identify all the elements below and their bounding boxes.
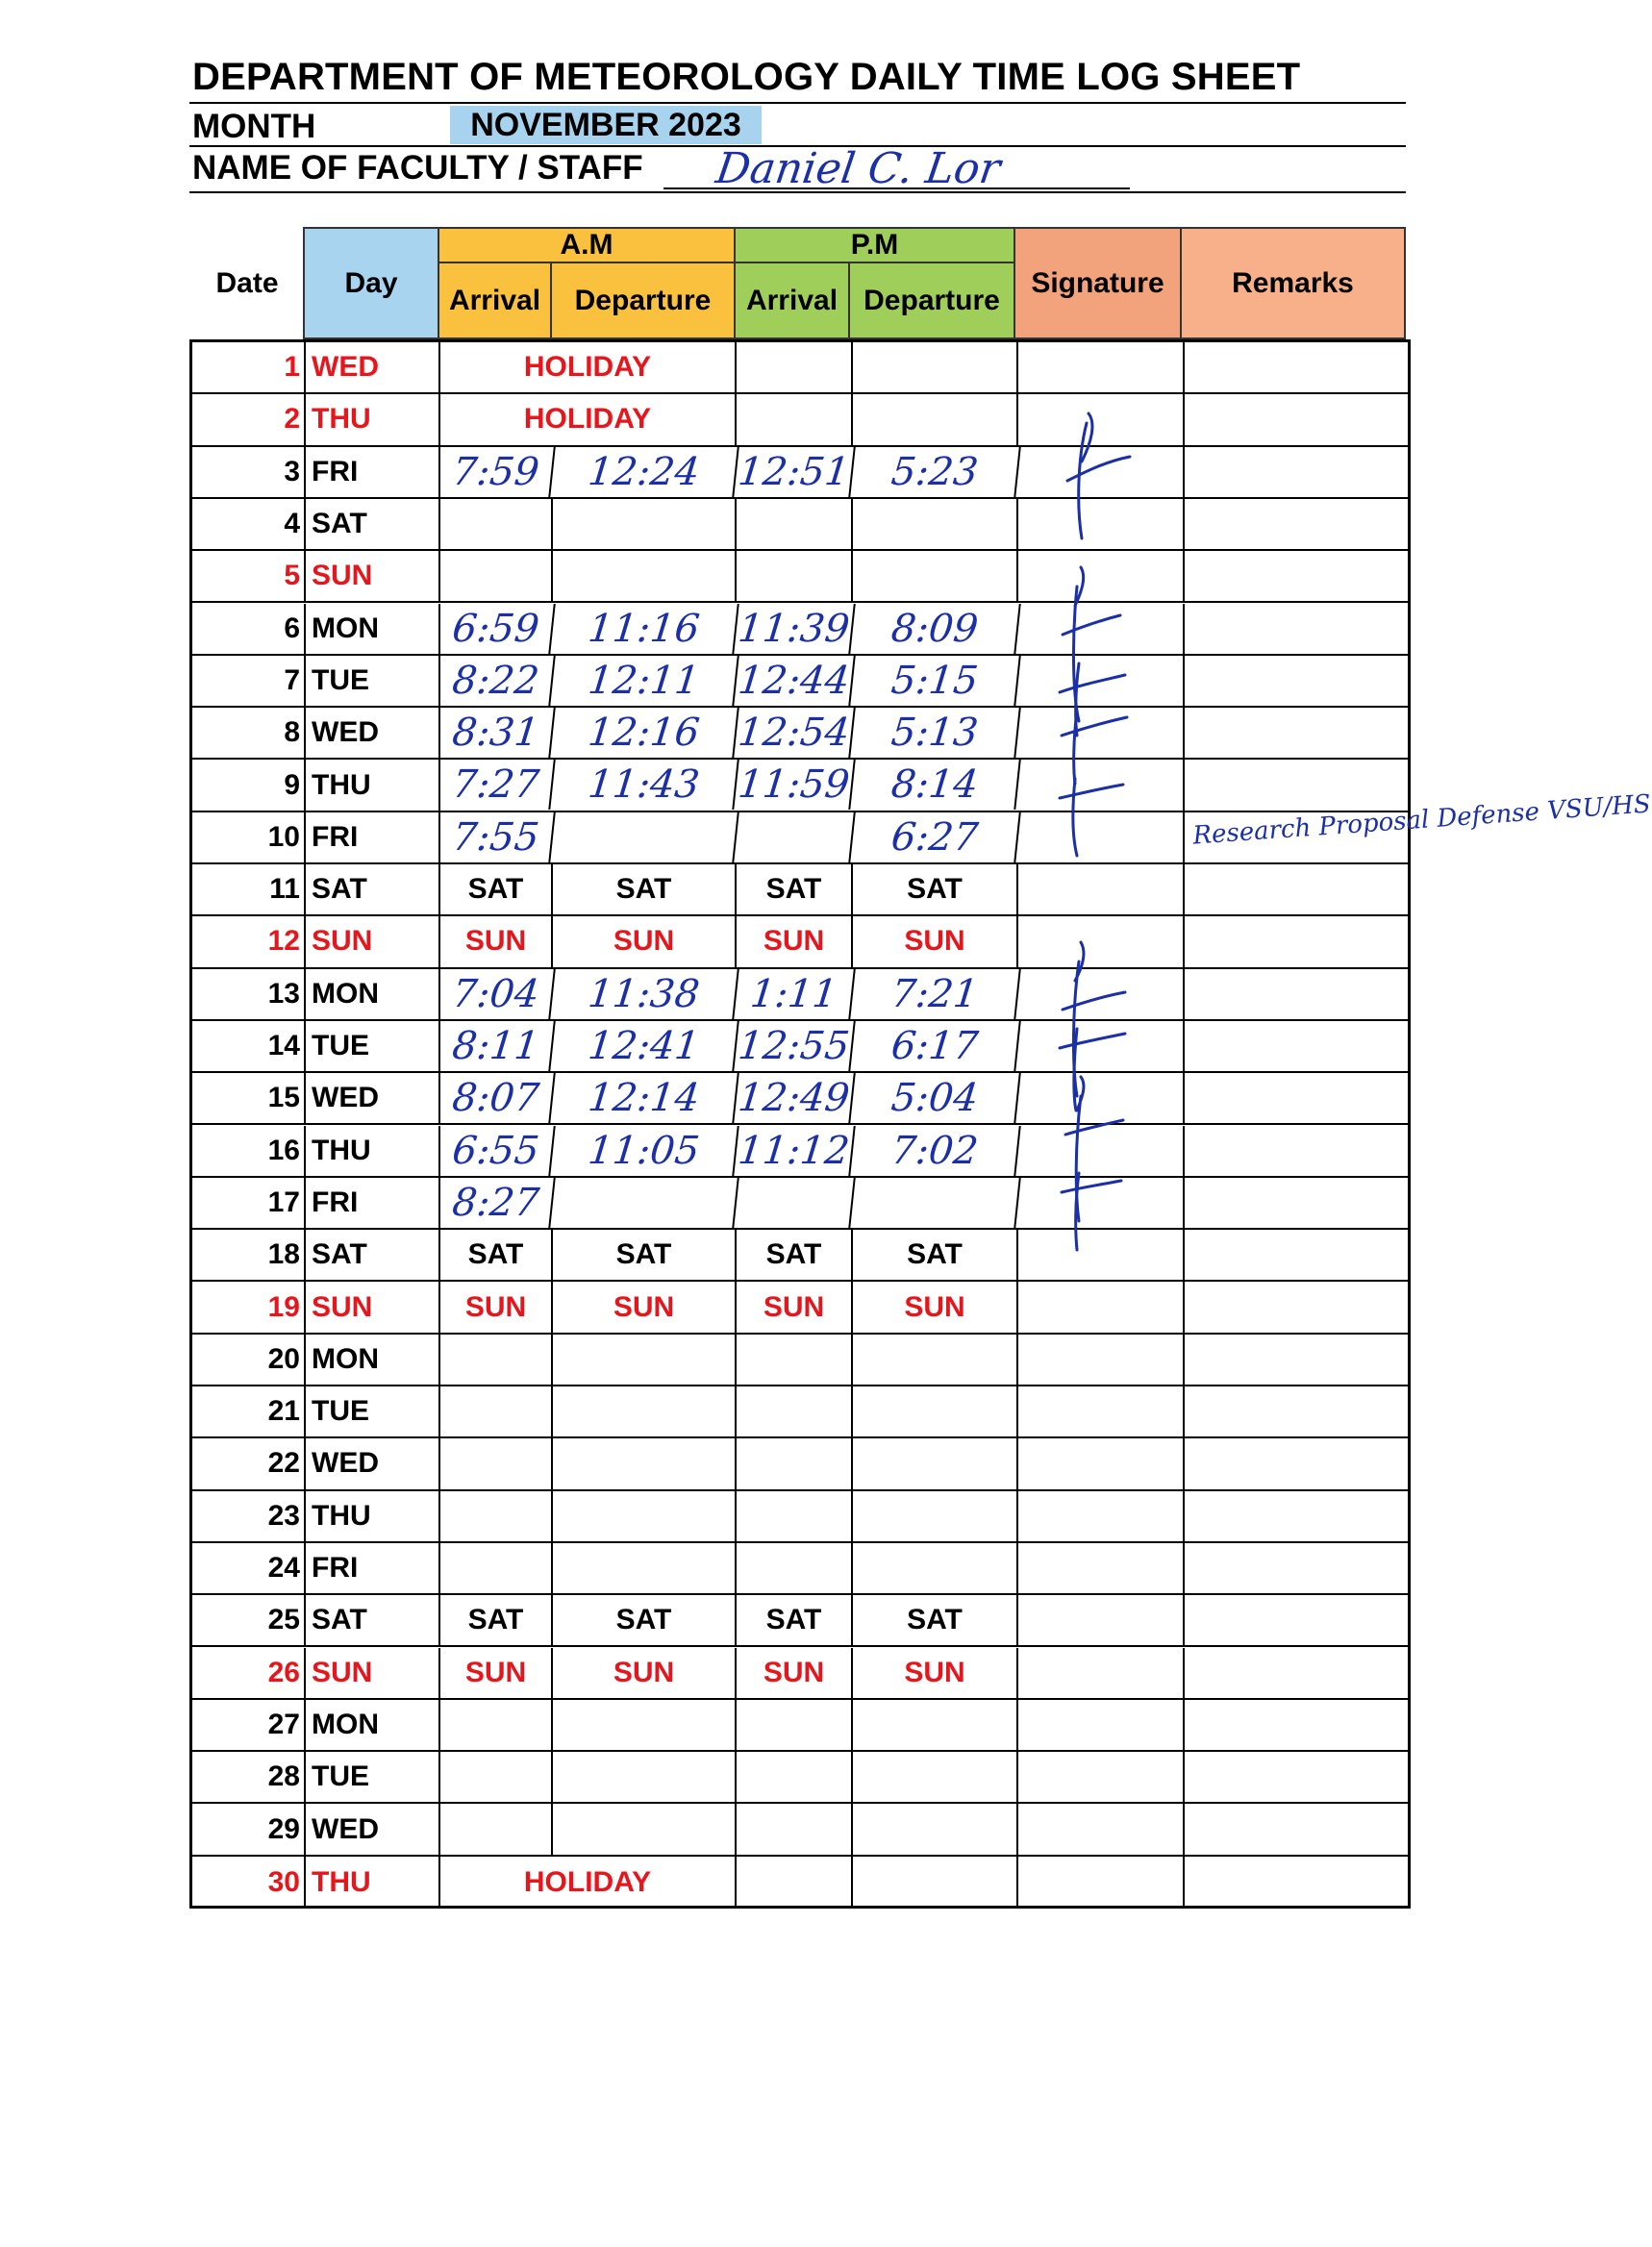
pm-arr-cell xyxy=(737,394,853,444)
day-cell: MON xyxy=(306,1700,440,1750)
table-row xyxy=(192,1021,1408,1073)
table-row xyxy=(192,1595,1408,1647)
holiday-cell: HOLIDAY xyxy=(440,1857,737,1909)
table-row xyxy=(192,1386,1408,1438)
remarks-cell xyxy=(1185,1438,1408,1488)
am-arr-cell xyxy=(440,551,553,601)
col-header-pm-departure: Departure xyxy=(848,262,1015,339)
col-header-pm: P.M xyxy=(734,227,1015,263)
table-row xyxy=(192,708,1408,760)
remarks-cell xyxy=(1185,1178,1408,1228)
pm-dep-cell: SUN xyxy=(853,1648,1018,1698)
pm-dep-cell: SAT xyxy=(853,1595,1018,1645)
date-cell: 19 xyxy=(192,1282,306,1332)
signature-mark xyxy=(1062,712,1127,784)
day-cell: TUE xyxy=(306,1021,440,1071)
pm-dep-cell xyxy=(853,342,1018,392)
day-cell: TUE xyxy=(306,1752,440,1802)
day-cell: SUN xyxy=(306,1648,440,1698)
signature-cell xyxy=(1018,1595,1185,1645)
pm-arr-cell xyxy=(737,1543,853,1593)
remarks-cell xyxy=(1185,1752,1408,1802)
date-cell: 25 xyxy=(192,1595,306,1645)
am-dep-cell: 12:11 xyxy=(550,656,738,706)
am-arr-cell: SAT xyxy=(440,864,553,914)
am-arr-cell xyxy=(440,1700,553,1750)
am-arr-cell xyxy=(440,1386,553,1436)
remarks-cell xyxy=(1185,864,1408,914)
date-cell: 24 xyxy=(192,1543,306,1593)
table-row xyxy=(192,1178,1408,1230)
table-row xyxy=(192,551,1408,603)
am-dep-cell: 11:16 xyxy=(550,604,738,654)
page-title: DEPARTMENT OF METEOROLOGY DAILY TIME LOG SHEET xyxy=(192,56,1301,98)
pm-dep-cell xyxy=(853,394,1018,444)
signature-mark xyxy=(1067,413,1130,538)
pm-arr-cell: SUN xyxy=(737,916,853,966)
table-row xyxy=(192,1073,1408,1125)
holiday-cell: HOLIDAY xyxy=(440,342,737,392)
am-dep-cell: SUN xyxy=(553,1282,737,1332)
date-cell: 2 xyxy=(192,394,306,444)
table-row xyxy=(192,864,1408,916)
pm-dep-cell xyxy=(853,1857,1018,1909)
date-cell: 11 xyxy=(192,864,306,914)
date-cell: 5 xyxy=(192,551,306,601)
pm-arr-cell: SAT xyxy=(737,1595,853,1645)
pm-arr-cell: SAT xyxy=(737,864,853,914)
signature-mark xyxy=(1060,779,1123,856)
day-cell: THU xyxy=(306,1857,440,1909)
remarks-cell xyxy=(1185,1804,1408,1854)
pm-arr-cell xyxy=(734,1178,855,1228)
table-row xyxy=(192,1804,1408,1856)
header-bottom-rule xyxy=(189,191,1406,193)
pm-arr-cell xyxy=(737,1386,853,1436)
pm-dep-cell: 8:09 xyxy=(850,604,1020,654)
am-dep-cell xyxy=(553,1335,737,1385)
remarks-cell xyxy=(1185,656,1408,706)
signature-cell xyxy=(1018,1857,1185,1909)
pm-arr-cell: 12:55 xyxy=(734,1021,855,1071)
am-arr-cell: 8:07 xyxy=(438,1073,555,1123)
remarks-cell xyxy=(1185,1386,1408,1436)
day-cell: MON xyxy=(306,1335,440,1385)
am-dep-cell: SAT xyxy=(553,1595,737,1645)
table-row xyxy=(192,499,1408,551)
remarks-cell xyxy=(1185,1282,1408,1332)
day-cell: FRI xyxy=(306,812,440,862)
day-cell: WED xyxy=(306,708,440,758)
month-label: MONTH xyxy=(192,108,316,145)
name-underline xyxy=(663,187,1130,189)
time-log-table xyxy=(189,339,1411,1909)
am-arr-cell xyxy=(440,499,553,549)
signature-marks xyxy=(1048,404,1164,1269)
date-cell: 9 xyxy=(192,760,306,810)
date-cell: 16 xyxy=(192,1126,306,1176)
remarks-cell xyxy=(1185,1700,1408,1750)
date-cell: 14 xyxy=(192,1021,306,1071)
pm-arr-cell: 12:54 xyxy=(734,708,855,758)
remarks-cell xyxy=(1185,708,1408,758)
day-cell: WED xyxy=(306,342,440,392)
day-cell: THU xyxy=(306,760,440,810)
pm-dep-cell: SAT xyxy=(853,864,1018,914)
pm-dep-cell xyxy=(853,1386,1018,1436)
am-arr-cell: SAT xyxy=(440,1595,553,1645)
title-underline xyxy=(189,102,1406,104)
day-cell: THU xyxy=(306,1126,440,1176)
date-cell: 6 xyxy=(192,604,306,654)
remarks-cell xyxy=(1185,916,1408,966)
day-cell: SAT xyxy=(306,864,440,914)
signature-cell xyxy=(1018,1386,1185,1436)
am-dep-cell: 12:24 xyxy=(550,447,738,497)
am-arr-cell: 7:27 xyxy=(438,760,555,810)
date-cell: 13 xyxy=(192,969,306,1019)
date-cell: 22 xyxy=(192,1438,306,1488)
date-cell: 21 xyxy=(192,1386,306,1436)
remarks-cell xyxy=(1185,1595,1408,1645)
pm-dep-cell: 8:14 xyxy=(850,760,1020,810)
day-cell: WED xyxy=(306,1073,440,1123)
remarks-cell xyxy=(1185,1230,1408,1280)
pm-arr-cell xyxy=(737,1491,853,1541)
col-header-date: Date xyxy=(215,266,279,299)
pm-dep-cell xyxy=(853,1335,1018,1385)
am-arr-cell: SUN xyxy=(440,916,553,966)
am-dep-cell: SAT xyxy=(553,864,737,914)
am-arr-cell: 8:27 xyxy=(438,1178,555,1228)
pm-arr-cell: 12:51 xyxy=(734,447,855,497)
month-value: NOVEMBER 2023 xyxy=(450,106,762,144)
am-dep-cell: 11:38 xyxy=(550,969,738,1019)
am-arr-cell xyxy=(440,1438,553,1488)
signature-cell xyxy=(1018,1752,1185,1802)
remarks-cell xyxy=(1185,1648,1408,1698)
pm-dep-cell xyxy=(853,1804,1018,1854)
day-cell: MON xyxy=(306,969,440,1019)
table-row xyxy=(192,1491,1408,1543)
pm-arr-cell: 11:59 xyxy=(734,760,855,810)
pm-arr-cell xyxy=(737,1335,853,1385)
am-dep-cell: SUN xyxy=(553,1648,737,1698)
pm-arr-cell xyxy=(737,342,853,392)
signature-cell xyxy=(1018,1543,1185,1593)
table-row xyxy=(192,447,1408,499)
am-dep-cell xyxy=(553,1752,737,1802)
date-cell: 3 xyxy=(192,447,306,497)
am-arr-cell xyxy=(440,1543,553,1593)
day-cell: THU xyxy=(306,1491,440,1541)
am-dep-cell: 11:05 xyxy=(550,1126,738,1176)
date-cell: 29 xyxy=(192,1804,306,1854)
date-cell: 20 xyxy=(192,1335,306,1385)
pm-dep-cell xyxy=(853,1438,1018,1488)
signature-mark xyxy=(1060,1029,1125,1111)
am-dep-cell xyxy=(553,1438,737,1488)
am-dep-cell: SAT xyxy=(553,1230,737,1280)
col-header-am-arrival: Arrival xyxy=(438,262,552,339)
pm-arr-cell: SUN xyxy=(737,1282,853,1332)
pm-dep-cell: 6:27 xyxy=(850,812,1020,862)
day-cell: WED xyxy=(306,1438,440,1488)
am-arr-cell: SAT xyxy=(440,1230,553,1280)
day-cell: TUE xyxy=(306,656,440,706)
pm-dep-cell xyxy=(853,1752,1018,1802)
table-row xyxy=(192,1335,1408,1386)
am-arr-cell: 7:55 xyxy=(438,812,555,862)
remarks-cell xyxy=(1185,447,1408,497)
table-row xyxy=(192,1752,1408,1804)
day-cell: SUN xyxy=(306,1282,440,1332)
date-cell: 30 xyxy=(192,1857,306,1909)
date-cell: 4 xyxy=(192,499,306,549)
am-arr-cell: 6:59 xyxy=(438,604,555,654)
col-header-am: A.M xyxy=(438,227,736,263)
pm-dep-cell: 5:13 xyxy=(850,708,1020,758)
remark-handwriting: Research Proposal Defense VSU/HS xyxy=(1191,789,1652,851)
table-row xyxy=(192,1543,1408,1595)
remarks-cell xyxy=(1185,1073,1408,1123)
am-arr-cell: 8:11 xyxy=(438,1021,555,1071)
day-cell: SAT xyxy=(306,1595,440,1645)
date-cell: 12 xyxy=(192,916,306,966)
am-dep-cell xyxy=(550,1178,738,1228)
table-row xyxy=(192,760,1408,811)
am-dep-cell: 12:16 xyxy=(550,708,738,758)
remarks-cell xyxy=(1185,499,1408,549)
pm-arr-cell xyxy=(737,1438,853,1488)
pm-arr-cell: 1:11 xyxy=(734,969,855,1019)
table-row xyxy=(192,1230,1408,1282)
date-cell: 26 xyxy=(192,1648,306,1698)
day-cell: SAT xyxy=(306,1230,440,1280)
date-cell: 17 xyxy=(192,1178,306,1228)
am-dep-cell xyxy=(550,812,738,862)
day-cell: SUN xyxy=(306,916,440,966)
am-arr-cell: 8:31 xyxy=(438,708,555,758)
pm-arr-cell: 11:39 xyxy=(734,604,855,654)
am-arr-cell xyxy=(440,1804,553,1854)
am-dep-cell: 12:41 xyxy=(550,1021,738,1071)
name-label: NAME OF FACULTY / STAFF xyxy=(192,149,643,187)
remarks-cell xyxy=(1185,604,1408,654)
pm-dep-cell: 5:23 xyxy=(850,447,1020,497)
signature-mark xyxy=(1063,942,1125,1096)
pm-dep-cell xyxy=(853,1491,1018,1541)
am-dep-cell xyxy=(553,1491,737,1541)
remarks-cell xyxy=(1185,969,1408,1019)
pm-dep-cell: 7:02 xyxy=(850,1126,1020,1176)
signature-cell xyxy=(1018,1700,1185,1750)
day-cell: SAT xyxy=(306,499,440,549)
date-cell: 28 xyxy=(192,1752,306,1802)
pm-dep-cell: 5:15 xyxy=(850,656,1020,706)
pm-dep-cell: 6:17 xyxy=(850,1021,1020,1071)
am-arr-cell: 7:04 xyxy=(438,969,555,1019)
pm-dep-cell xyxy=(853,499,1018,549)
pm-dep-cell: SAT xyxy=(853,1230,1018,1280)
day-cell: THU xyxy=(306,394,440,444)
pm-arr-cell: 11:12 xyxy=(734,1126,855,1176)
am-arr-cell: SUN xyxy=(440,1648,553,1698)
date-cell: 10 xyxy=(192,812,306,862)
pm-arr-cell: 12:44 xyxy=(734,656,855,706)
pm-dep-cell xyxy=(850,1178,1020,1228)
table-row xyxy=(192,1438,1408,1490)
remarks-cell xyxy=(1185,1126,1408,1176)
pm-dep-cell: SUN xyxy=(853,916,1018,966)
am-dep-cell xyxy=(553,1543,737,1593)
remarks-cell xyxy=(1185,1491,1408,1541)
col-header-signature: Signature xyxy=(1014,227,1182,339)
signature-cell xyxy=(1018,342,1185,392)
signature-cell xyxy=(1018,1438,1185,1488)
pm-arr-cell: SUN xyxy=(737,1648,853,1698)
remarks-cell xyxy=(1185,342,1408,392)
table-row xyxy=(192,1857,1408,1909)
table-row xyxy=(192,1282,1408,1334)
day-cell: TUE xyxy=(306,1386,440,1436)
am-dep-cell: SUN xyxy=(553,916,737,966)
signature-cell xyxy=(1018,1648,1185,1698)
col-header-pm-arrival: Arrival xyxy=(734,262,850,339)
am-arr-cell: SUN xyxy=(440,1282,553,1332)
table-row xyxy=(192,342,1408,394)
pm-arr-cell: SAT xyxy=(737,1230,853,1280)
am-dep-cell: 12:14 xyxy=(550,1073,738,1123)
table-row xyxy=(192,969,1408,1021)
am-arr-cell: 7:59 xyxy=(438,447,555,497)
am-dep-cell xyxy=(553,1386,737,1436)
am-dep-cell xyxy=(553,1804,737,1854)
pm-arr-cell xyxy=(737,499,853,549)
pm-arr-cell xyxy=(737,1857,853,1909)
pm-arr-cell xyxy=(737,551,853,601)
remarks-cell xyxy=(1185,1335,1408,1385)
signature-mark xyxy=(1063,567,1120,721)
pm-arr-cell xyxy=(737,1700,853,1750)
am-arr-cell xyxy=(440,1752,553,1802)
remarks-cell xyxy=(1185,1857,1408,1909)
date-cell: 7 xyxy=(192,656,306,706)
pm-dep-cell: SUN xyxy=(853,1282,1018,1332)
pm-dep-cell xyxy=(853,551,1018,601)
col-header-remarks: Remarks xyxy=(1180,227,1406,339)
pm-dep-cell xyxy=(853,1543,1018,1593)
date-cell: 8 xyxy=(192,708,306,758)
date-cell: 23 xyxy=(192,1491,306,1541)
table-row xyxy=(192,1700,1408,1752)
am-dep-cell: 11:43 xyxy=(550,760,738,810)
pm-arr-cell: 12:49 xyxy=(734,1073,855,1123)
signature-cell xyxy=(1018,1491,1185,1541)
day-cell: FRI xyxy=(306,1178,440,1228)
am-dep-cell xyxy=(553,551,737,601)
table-row xyxy=(192,1126,1408,1178)
pm-dep-cell: 5:04 xyxy=(850,1073,1020,1123)
date-cell: 15 xyxy=(192,1073,306,1123)
am-arr-cell: 8:22 xyxy=(438,656,555,706)
pm-dep-cell: 7:21 xyxy=(850,969,1020,1019)
day-cell: FRI xyxy=(306,447,440,497)
signature-mark xyxy=(1062,1173,1121,1250)
table-row xyxy=(192,394,1408,446)
col-header-day: Day xyxy=(303,227,439,339)
remarks-cell xyxy=(1185,1543,1408,1593)
table-row xyxy=(192,916,1408,968)
day-cell: FRI xyxy=(306,1543,440,1593)
day-cell: MON xyxy=(306,604,440,654)
signature-cell xyxy=(1018,1335,1185,1385)
remarks-cell xyxy=(1185,394,1408,444)
am-arr-cell: 6:55 xyxy=(438,1126,555,1176)
am-arr-cell xyxy=(440,1491,553,1541)
pm-arr-cell xyxy=(737,1804,853,1854)
pm-arr-cell xyxy=(734,812,855,862)
signature-cell xyxy=(1018,1804,1185,1854)
remarks-cell xyxy=(1185,551,1408,601)
date-cell: 27 xyxy=(192,1700,306,1750)
table-row xyxy=(192,1648,1408,1700)
remarks-cell xyxy=(1185,1021,1408,1071)
date-cell: 18 xyxy=(192,1230,306,1280)
day-cell: WED xyxy=(306,1804,440,1854)
am-dep-cell xyxy=(553,1700,737,1750)
name-value: Daniel C. Lor xyxy=(713,144,1004,193)
col-header-am-departure: Departure xyxy=(550,262,736,339)
date-cell: 1 xyxy=(192,342,306,392)
table-row xyxy=(192,656,1408,708)
day-cell: SUN xyxy=(306,551,440,601)
signature-cell xyxy=(1018,1282,1185,1332)
table-row xyxy=(192,604,1408,656)
pm-arr-cell xyxy=(737,1752,853,1802)
holiday-cell: HOLIDAY xyxy=(440,394,737,444)
pm-dep-cell xyxy=(853,1700,1018,1750)
remarks-cell xyxy=(1185,760,1408,810)
am-arr-cell xyxy=(440,1335,553,1385)
am-dep-cell xyxy=(553,499,737,549)
